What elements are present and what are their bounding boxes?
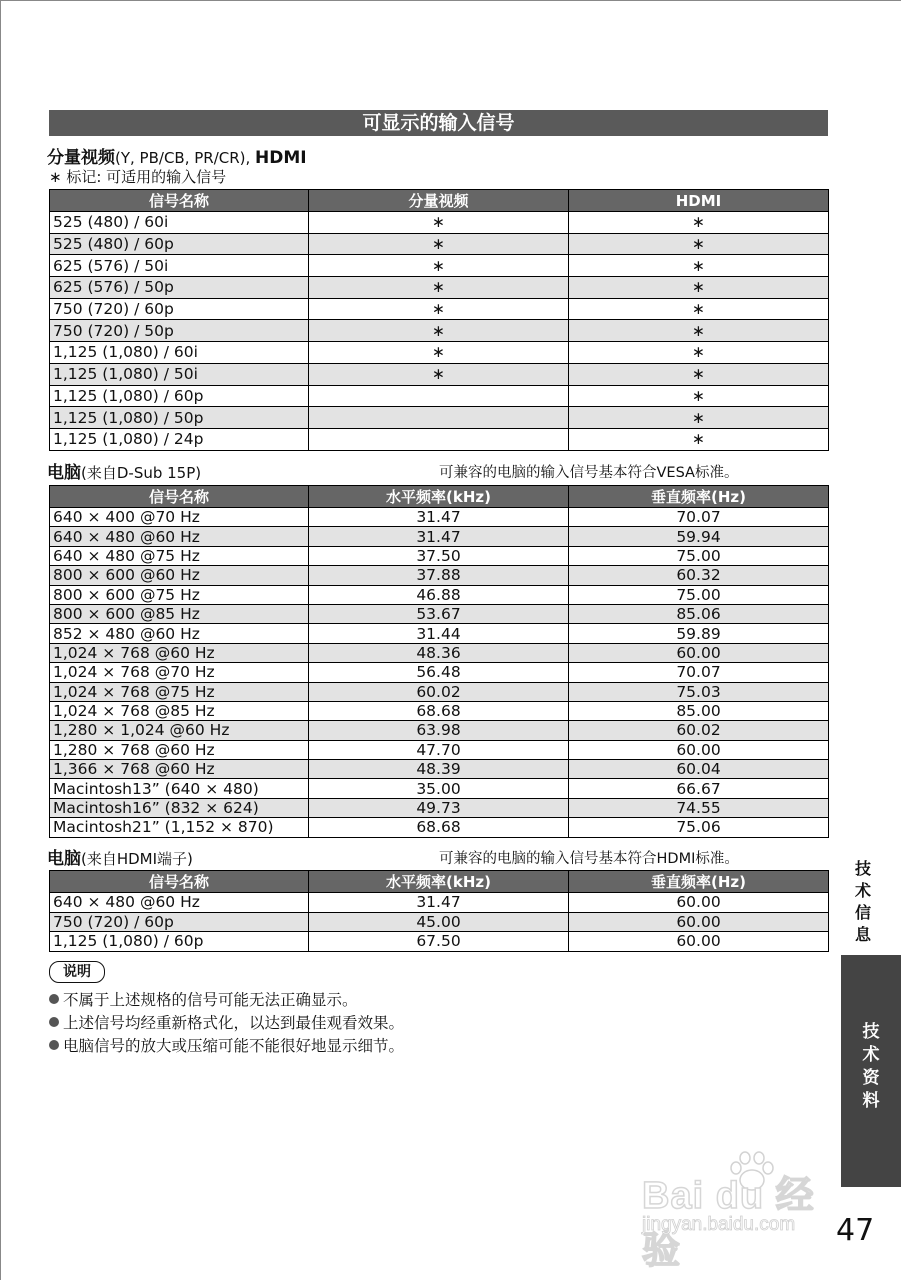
hdmi-cell: ∗ — [569, 342, 829, 364]
v-cell: 60.00 — [569, 912, 829, 932]
table-row — [50, 407, 829, 429]
v-cell: 75.00 — [569, 546, 829, 565]
v-cell: 60.04 — [569, 760, 829, 779]
signal-name-cell: 640 × 480 @75 Hz — [50, 546, 309, 565]
v-cell: 60.00 — [569, 893, 829, 913]
table-row — [50, 320, 829, 342]
section1-heading — [47, 143, 307, 168]
signal-name-cell: 800 × 600 @85 Hz — [50, 604, 309, 623]
signal-name-cell: 525 (480) / 60i — [50, 212, 309, 234]
note-text: 不属于上述规格的信号可能无法正确显示。 — [63, 991, 358, 1009]
v-cell: 59.89 — [569, 624, 829, 643]
table-row — [50, 428, 829, 450]
side-tab-char: 技 — [862, 1022, 880, 1042]
table-row — [50, 277, 829, 299]
side-tab-char: 资 — [862, 1068, 880, 1088]
watermark-brand: Bai du 经验 — [642, 1175, 815, 1272]
v-cell: 60.32 — [569, 566, 829, 585]
side-label-char: 术 — [854, 881, 871, 900]
signal-name-cell: 1,024 × 768 @75 Hz — [50, 682, 309, 701]
h-cell: 31.47 — [309, 508, 569, 527]
signal-name-cell: 852 × 480 @60 Hz — [50, 624, 309, 643]
page-title: 可显示的输入信号 — [49, 110, 828, 136]
table-row — [50, 932, 829, 952]
h-cell: 68.68 — [309, 818, 569, 837]
column-header-signal: 信号名称 — [50, 871, 309, 893]
table-row — [50, 527, 829, 546]
component-cell — [309, 428, 569, 450]
table-row — [50, 643, 829, 662]
h-cell: 45.00 — [309, 912, 569, 932]
table-row — [50, 624, 829, 643]
h-cell: 60.02 — [309, 682, 569, 701]
section2-note: 可兼容的电脑的输入信号基本符合VESA标准。 — [439, 465, 739, 481]
table-row — [50, 818, 829, 837]
table-row — [50, 893, 829, 913]
section2-heading — [47, 458, 201, 483]
h-cell: 37.88 — [309, 566, 569, 585]
column-header-hdmi: HDMI — [569, 190, 829, 212]
h-cell: 37.50 — [309, 546, 569, 565]
notes-label: 说明 — [49, 961, 105, 983]
page-border-top — [0, 0, 901, 1]
table-row — [50, 604, 829, 623]
h-cell: 48.36 — [309, 643, 569, 662]
hdmi-cell: ∗ — [569, 385, 829, 407]
column-header-hfreq: 水平频率(kHz) — [309, 486, 569, 508]
v-cell: 60.00 — [569, 643, 829, 662]
table-row — [50, 342, 829, 364]
table-row — [50, 701, 829, 720]
component-cell: ∗ — [309, 212, 569, 234]
table-row — [50, 566, 829, 585]
column-header-signal: 信号名称 — [50, 190, 309, 212]
bullet-dot-icon — [49, 1017, 59, 1027]
hdmi-cell: ∗ — [569, 320, 829, 342]
signal-name-cell: 800 × 600 @60 Hz — [50, 566, 309, 585]
signal-name-cell: 1,280 × 1,024 @60 Hz — [50, 721, 309, 740]
v-cell: 59.94 — [569, 527, 829, 546]
signal-name-cell: Macintosh21” (1,152 × 870) — [50, 818, 309, 837]
signal-name-cell: 1,366 × 768 @60 Hz — [50, 760, 309, 779]
signal-name-cell: 525 (480) / 60p — [50, 233, 309, 255]
component-cell — [309, 385, 569, 407]
table-row — [50, 740, 829, 759]
h-cell: 31.44 — [309, 624, 569, 643]
signal-name-cell: 1,024 × 768 @60 Hz — [50, 643, 309, 662]
note-text: 电脑信号的放大或压缩可能不能很好地显示细节。 — [63, 1037, 405, 1055]
hdmi-cell: ∗ — [569, 233, 829, 255]
h-cell: 46.88 — [309, 585, 569, 604]
column-header-vfreq: 垂直频率(Hz) — [569, 486, 829, 508]
side-label-tech-info — [848, 858, 878, 946]
v-cell: 75.06 — [569, 818, 829, 837]
signal-name-cell: 1,024 × 768 @70 Hz — [50, 663, 309, 682]
table-row — [50, 385, 829, 407]
column-header-signal: 信号名称 — [50, 486, 309, 508]
section3-heading-rest: (来自HDMI端子) — [81, 850, 193, 868]
table-row — [50, 779, 829, 798]
table-row — [50, 585, 829, 604]
v-cell: 66.67 — [569, 779, 829, 798]
v-cell: 60.00 — [569, 932, 829, 952]
v-cell: 70.07 — [569, 508, 829, 527]
section3-note: 可兼容的电脑的输入信号基本符合HDMI标准。 — [439, 851, 739, 867]
hdmi-cell: ∗ — [569, 212, 829, 234]
signal-name-cell: Macintosh16” (832 × 624) — [50, 798, 309, 817]
v-cell: 60.02 — [569, 721, 829, 740]
table-row — [50, 546, 829, 565]
side-tab-char: 术 — [862, 1045, 880, 1065]
signal-name-cell: 1,125 (1,080) / 24p — [50, 428, 309, 450]
component-hdmi-table-body — [50, 212, 829, 451]
section1-heading-bold: 分量视频 — [47, 148, 115, 168]
signal-name-cell: 1,125 (1,080) / 60i — [50, 342, 309, 364]
table-row — [50, 798, 829, 817]
h-cell: 47.70 — [309, 740, 569, 759]
bullet-dot-icon — [49, 1040, 59, 1050]
side-tab-tech-data — [841, 955, 901, 1187]
v-cell: 60.00 — [569, 740, 829, 759]
signal-name-cell: 1,125 (1,080) / 60p — [50, 932, 309, 952]
baidu-watermark — [638, 1150, 843, 1272]
section3-heading-bold: 电脑 — [47, 849, 81, 869]
hdmi-cell: ∗ — [569, 363, 829, 385]
signal-name-cell: 1,125 (1,080) / 60p — [50, 385, 309, 407]
table-row — [50, 298, 829, 320]
page-border-left — [0, 0, 1, 1280]
table-row — [50, 233, 829, 255]
h-cell: 48.39 — [309, 760, 569, 779]
h-cell: 31.47 — [309, 893, 569, 913]
h-cell: 67.50 — [309, 932, 569, 952]
signal-name-cell: 640 × 480 @60 Hz — [50, 527, 309, 546]
signal-name-cell: 1,125 (1,080) / 50i — [50, 363, 309, 385]
note-bullet — [49, 1034, 404, 1056]
h-cell: 49.73 — [309, 798, 569, 817]
signal-name-cell: 750 (720) / 60p — [50, 298, 309, 320]
page-number: 47 — [836, 1213, 875, 1248]
table-row — [50, 508, 829, 527]
component-cell: ∗ — [309, 320, 569, 342]
watermark-url: jingyan.baidu.com — [642, 1214, 796, 1235]
signal-name-cell: 750 (720) / 50p — [50, 320, 309, 342]
signal-name-cell: 1,125 (1,080) / 50p — [50, 407, 309, 429]
pc-dsub-table — [49, 485, 829, 838]
h-cell: 53.67 — [309, 604, 569, 623]
v-cell: 85.00 — [569, 701, 829, 720]
pc-dsub-table-body — [50, 508, 829, 838]
bullet-dot-icon — [49, 994, 59, 1004]
h-cell: 31.47 — [309, 527, 569, 546]
v-cell: 75.03 — [569, 682, 829, 701]
v-cell: 75.00 — [569, 585, 829, 604]
component-cell: ∗ — [309, 233, 569, 255]
column-header-component: 分量视频 — [309, 190, 569, 212]
signal-name-cell: 1,280 × 768 @60 Hz — [50, 740, 309, 759]
signal-name-cell: 1,024 × 768 @85 Hz — [50, 701, 309, 720]
table-row — [50, 255, 829, 277]
component-hdmi-table — [49, 189, 829, 451]
note-bullet — [49, 988, 358, 1010]
v-cell: 85.06 — [569, 604, 829, 623]
section2-heading-rest: (来自D-Sub 15P) — [81, 464, 202, 482]
note-bullet — [49, 1011, 404, 1033]
signal-name-cell: 800 × 600 @75 Hz — [50, 585, 309, 604]
section3-heading — [47, 844, 193, 869]
hdmi-cell: ∗ — [569, 428, 829, 450]
section1-heading-rest: (Y, PB/CB, PR/CR), — [115, 149, 256, 167]
v-cell: 70.07 — [569, 663, 829, 682]
side-label-char: 信 — [854, 903, 871, 922]
pc-hdmi-table-body — [50, 893, 829, 952]
hdmi-cell: ∗ — [569, 407, 829, 429]
section1-heading-hdmi: HDMI — [255, 148, 307, 168]
h-cell: 35.00 — [309, 779, 569, 798]
table-row — [50, 760, 829, 779]
side-label-char: 息 — [854, 925, 871, 944]
table-row — [50, 363, 829, 385]
signal-name-cell: 625 (576) / 50p — [50, 277, 309, 299]
hdmi-cell: ∗ — [569, 298, 829, 320]
table-row — [50, 912, 829, 932]
note-text: 上述信号均经重新格式化，以达到最佳观看效果。 — [63, 1014, 405, 1032]
component-cell: ∗ — [309, 298, 569, 320]
pc-hdmi-table — [49, 870, 829, 952]
component-cell: ∗ — [309, 363, 569, 385]
section2-heading-bold: 电脑 — [47, 463, 81, 483]
signal-name-cell: Macintosh13” (640 × 480) — [50, 779, 309, 798]
component-cell — [309, 407, 569, 429]
v-cell: 74.55 — [569, 798, 829, 817]
hdmi-cell: ∗ — [569, 255, 829, 277]
mark-note: ∗ 标记: 可适用的输入信号 — [49, 168, 227, 186]
side-label-char: 技 — [854, 859, 871, 878]
h-cell: 68.68 — [309, 701, 569, 720]
table-row — [50, 663, 829, 682]
table-row — [50, 212, 829, 234]
side-tab-char: 料 — [862, 1091, 880, 1111]
signal-name-cell: 750 (720) / 60p — [50, 912, 309, 932]
table-row — [50, 682, 829, 701]
signal-name-cell: 640 × 400 @70 Hz — [50, 508, 309, 527]
column-header-vfreq: 垂直频率(Hz) — [569, 871, 829, 893]
hdmi-cell: ∗ — [569, 277, 829, 299]
component-cell: ∗ — [309, 342, 569, 364]
column-header-hfreq: 水平频率(kHz) — [309, 871, 569, 893]
h-cell: 63.98 — [309, 721, 569, 740]
component-cell: ∗ — [309, 277, 569, 299]
component-cell: ∗ — [309, 255, 569, 277]
table-row — [50, 721, 829, 740]
signal-name-cell: 625 (576) / 50i — [50, 255, 309, 277]
signal-name-cell: 640 × 480 @60 Hz — [50, 893, 309, 913]
h-cell: 56.48 — [309, 663, 569, 682]
